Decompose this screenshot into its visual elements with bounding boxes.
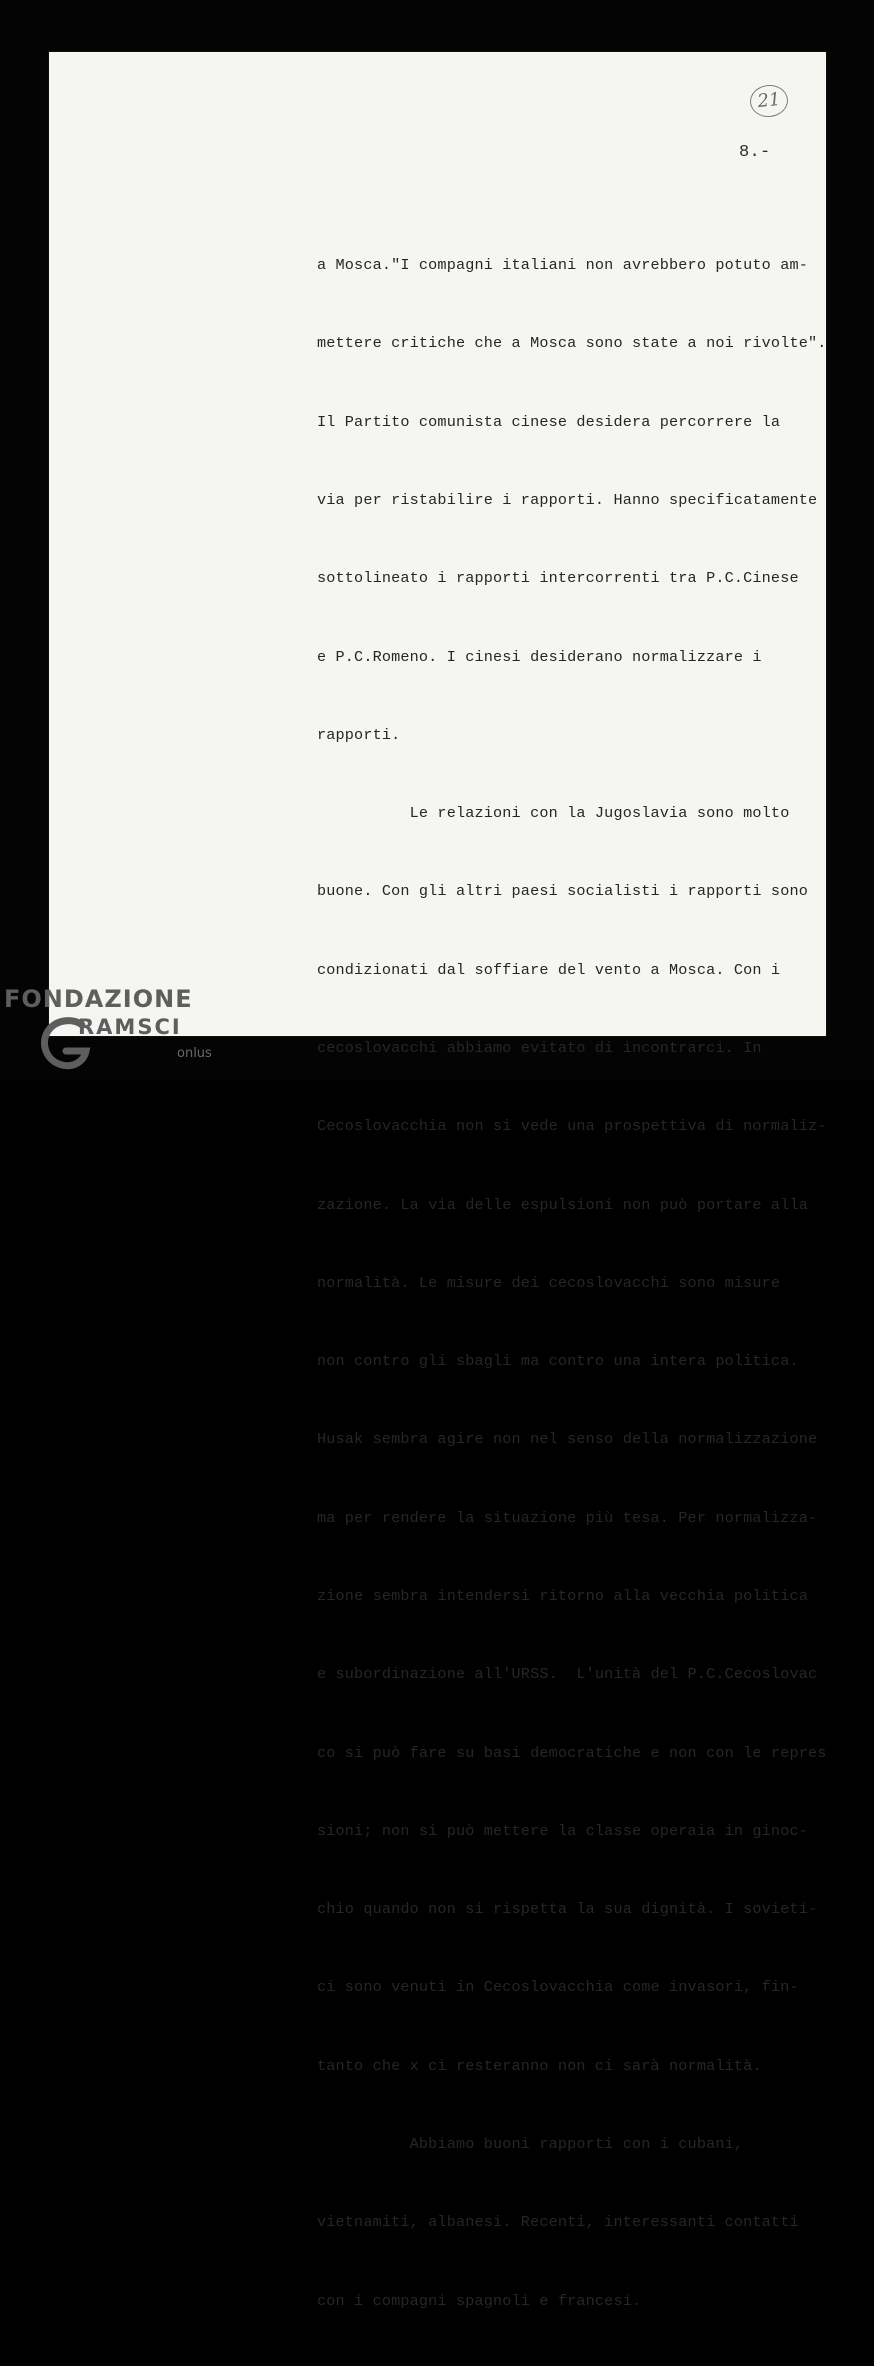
text-line: tanto che x ci resteranno non ci sarà normalità. [317,2056,762,2075]
watermark-subtitle: RAMSCI [78,1015,182,1039]
text-line: e subordinazione all'URSS. L'unità del P.C.Cecoslovac [317,1665,818,1684]
text-line: sottolineato i rapporti intercorrenti tra P.C.Cinese [317,569,799,588]
text-line: zione sembra intendersi ritorno alla vecchia politica [317,1586,808,1605]
text-line: buone. Con gli altri paesi socialisti i rapporti sono [317,882,808,901]
text-line: sioni; non si può mettere la classe operaia in ginoc- [317,1821,808,1840]
text-line: Husak sembra agire non nel senso della normalizzazione [317,1430,818,1449]
text-line: ma per rendere la situazione più tesa. Per normalizza- [317,1508,818,1527]
text-line: Il Partito comunista cinese desidera percorrere la [317,412,781,431]
text-line: ci sono venuti in Cecoslovacchia come invasori, fin- [317,1978,799,1997]
text-line: a Mosca."I compagni italiani non avrebbero potuto am- [317,256,808,275]
archive-number-stamp: 21 [748,83,789,119]
text-line: vietnamiti, albanesi. Recenti, interessanti contatti [317,2213,799,2232]
text-line: co si può fare su basi democratiche e non con le repres [317,1743,827,1762]
text-line: chio quando non si rispetta la sua dignità. I sovieti- [317,1900,818,1919]
watermark-onlus: onlus [177,1046,212,1061]
text-line: Cecoslovacchia non si vede una prospettiva di normaliz- [317,1117,827,1136]
text-line: normalità. Le misure dei cecoslovacchi sono misure [317,1273,781,1292]
text-line: via per ristabilire i rapporti. Hanno specificatamente [317,491,818,510]
text-line: Abbiamo buoni rapporti con i cubani, [317,2134,744,2153]
faint-background-imprint [53,620,71,676]
text-line: rapporti. [317,725,401,744]
text-line: zazione. La via delle espulsioni non può portare alla [317,1195,808,1214]
watermark-title: FONDAZIONE [4,985,193,1013]
text-line: Le relazioni con la Jugoslavia sono molto [317,804,790,823]
text-line: e P.C.Romeno. I cinesi desiderano normalizzare i [317,647,762,666]
page-number: 8.- [739,143,771,162]
text-line: con i compagni spagnoli e francesi. [317,2291,642,2310]
text-line: cecoslovacchi abbiamo evitato di incontrarci. In [317,1039,762,1057]
typewritten-body [317,200,827,2366]
fondazione-gramsci-watermark [4,985,224,1077]
text-line: non contro gli sbagli ma contro una intera politica. [317,1352,799,1371]
text-line: condizionati dal soffiare del vento a Mosca. Con i [317,960,781,979]
text-line: mettere critiche che a Mosca sono state a noi rivolte". [317,334,827,353]
